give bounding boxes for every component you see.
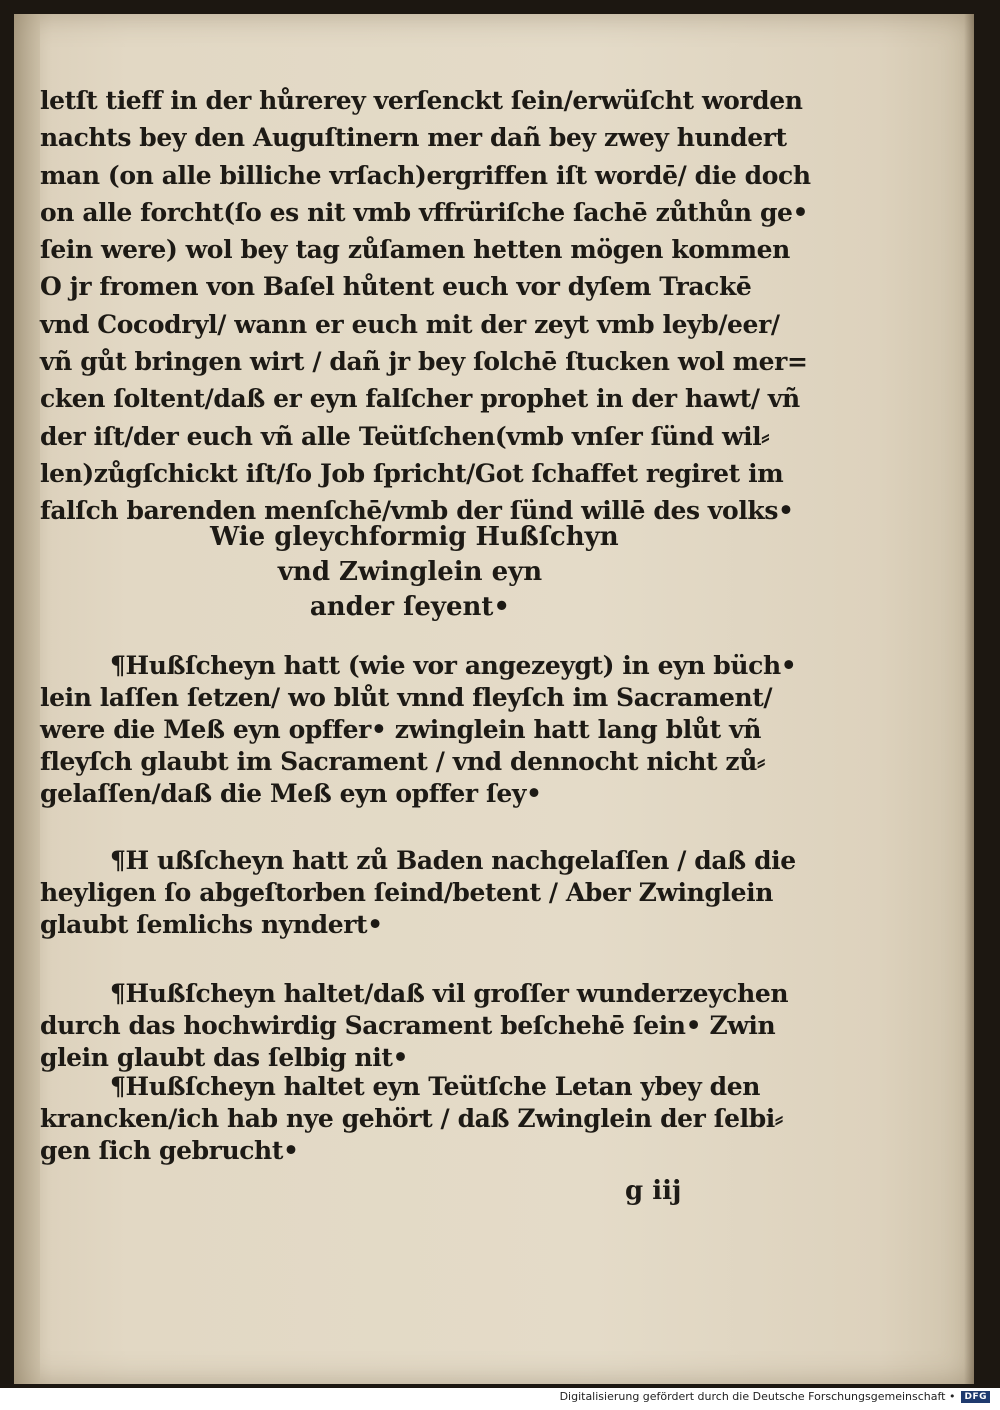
dfg-logo[interactable]: DFG (961, 1391, 990, 1403)
body-line: len)zůgſchickt iſt/ſo Job ſpricht/Got ſchaffet regiret im (40, 458, 784, 488)
body-line: cken ſoltent/daß er eyn falſcher prophet in der hawt/ vñ (40, 384, 800, 414)
credit-text: Digitalisierung gefördert durch die Deutsche Forschungsgemeinschaft • (559, 1390, 956, 1403)
paragraph-2 (40, 845, 796, 941)
para-line: lein laſſen ſetzen/ wo blůt vnnd fleyſch im Sacrament/ (40, 683, 773, 712)
para-line: gen ſich gebrucht• (40, 1136, 299, 1165)
page-edge-shadow (964, 14, 974, 1384)
body-line: ſein were) wol bey tag zůſamen hetten mögen kommen (40, 235, 790, 265)
body-line: letſt tieff in der hůrerey verſenckt ſein/erwüſcht worden (40, 86, 803, 115)
para-line: ¶Hußſcheyn haltet eyn Teütſche Letan ybey den (110, 1072, 760, 1101)
para-line: glaubt ſemlichs nyndert• (40, 910, 383, 939)
body-line: nachts bey den Auguſtinern mer dañ bey zwey hundert (40, 123, 787, 153)
page-gutter (14, 14, 40, 1384)
para-line: were die Meß eyn opffer• zwinglein hatt lang blůt vñ (40, 715, 761, 744)
paragraph-4 (40, 1071, 783, 1167)
body-line: falſch barenden menſchē/vmb der ſünd willē des volks• (40, 496, 794, 526)
body-line: vnd Cocodryl/ wann er euch mit der zeyt vmb leyb/eer/ (40, 309, 780, 339)
body-line: on alle forcht(ſo es nit vmb vffrüriſche ſachē zůthůn ge• (40, 197, 809, 227)
para-line: ¶Hußſcheyn hatt (wie vor angezeygt) in eyn büch• (110, 651, 797, 680)
para-line: gelaſſen/daß die Meß eyn opffer ſey• (40, 779, 542, 808)
heading-line: ander ſeyent• (309, 592, 511, 622)
para-line: ¶H ußſcheyn hatt zů Baden nachgelaſſen / daß die (110, 846, 796, 875)
paragraph-3 (40, 978, 789, 1074)
body-line: der iſt/der euch vñ alle Teütſchen(vmb vnſer ſünd wil⸗ (40, 421, 770, 451)
para-line: durch das hochwirdig Sacrament beſchehē ſein• Zwin (40, 1011, 776, 1040)
body-line: man (on alle billiche vrſach)ergriffen iſt wordē/ die doch (40, 160, 811, 190)
paragraph-1 (40, 650, 797, 810)
para-line: fleyſch glaubt im Sacrament / vnd dennocht nicht zů⸗ (40, 747, 765, 776)
section-heading (210, 520, 619, 625)
body-line: vñ gůt bringen wirt / dañ jr bey ſolchē ſtucken wol mer= (40, 347, 808, 377)
para-line: krancken/ich hab nye gehört / daß Zwinglein der ſelbi⸗ (40, 1104, 783, 1133)
body-text-block (40, 82, 811, 530)
para-line: heyligen ſo abgeſtorben ſeind/betent / Aber Zwinglein (40, 878, 773, 907)
heading-line: vnd Zwinglein eyn (277, 557, 543, 587)
para-line: ¶Hußſcheyn haltet/daß vil groſſer wunderzeychen (110, 979, 789, 1008)
para-line: glein glaubt das ſelbig nit• (40, 1043, 409, 1072)
signature-mark: g iij (625, 1176, 682, 1206)
body-line: O jr fromen von Baſel hůtent euch vor dyſem Trackē (40, 272, 752, 302)
digitization-credit (560, 1390, 990, 1403)
heading-line: Wie gleychformig Hußſchyn (210, 522, 619, 552)
